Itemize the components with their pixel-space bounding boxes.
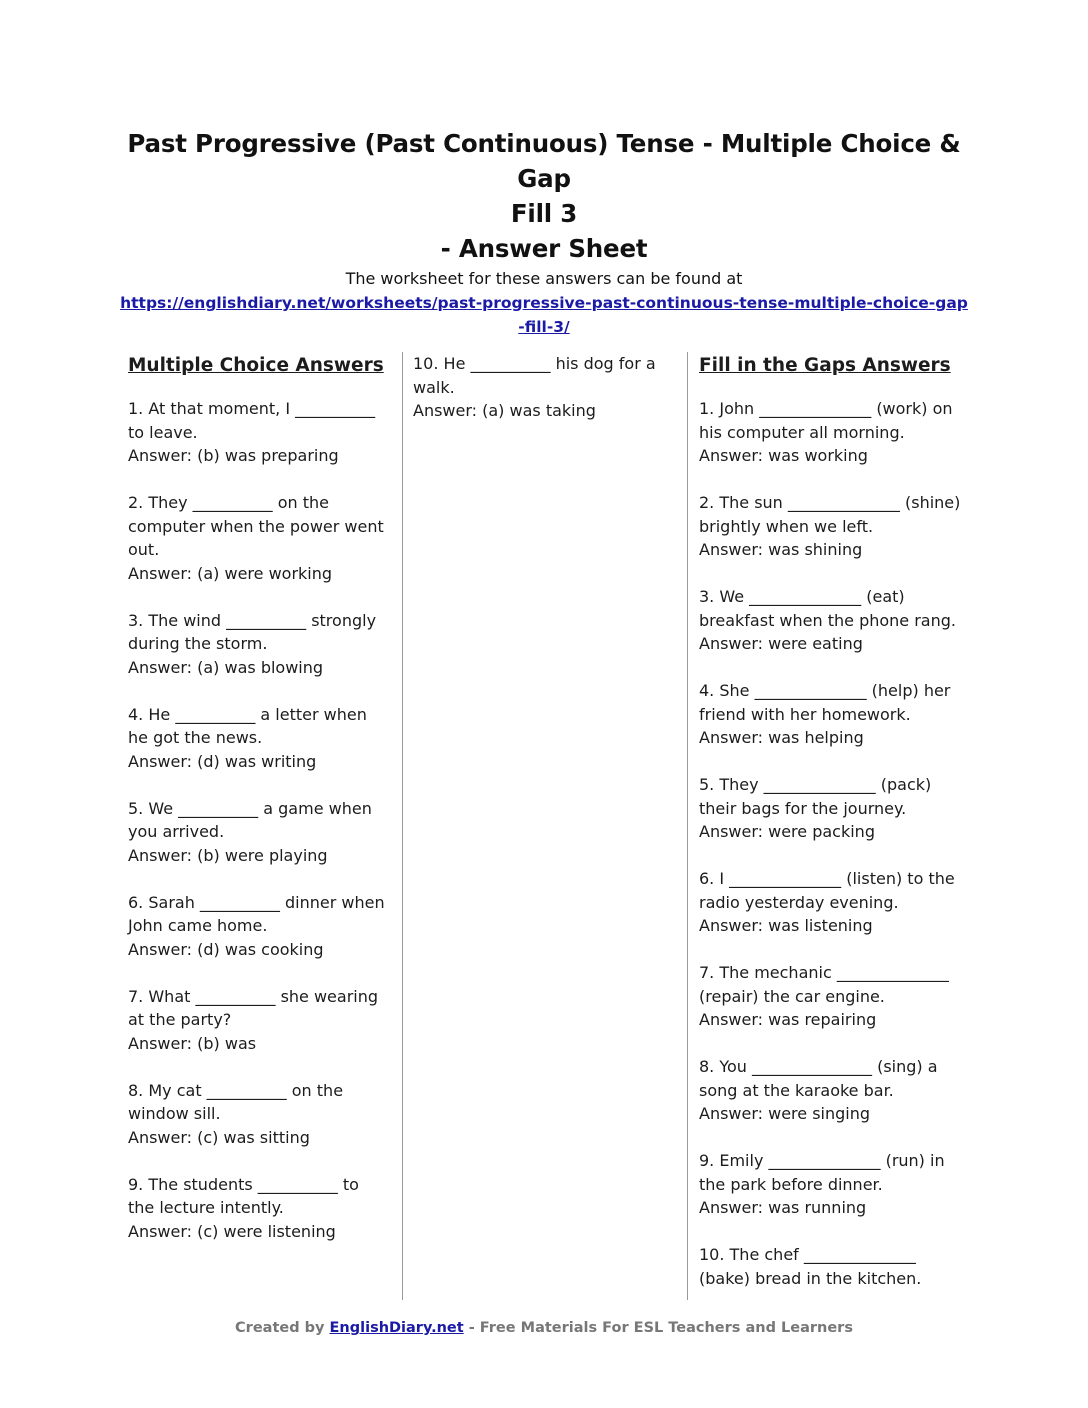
- question-text: 8. My cat __________ on the window sill.: [128, 1080, 344, 1123]
- list-item: [413, 352, 675, 423]
- list-item: [128, 797, 390, 868]
- multiple-choice-column: [128, 352, 390, 1267]
- question-text: 9. The students __________ to the lecture intently.: [128, 1174, 359, 1217]
- list-item: [128, 397, 390, 468]
- answer-text: Answer: (c) was sitting: [128, 1127, 310, 1147]
- title-line-3: - Answer Sheet: [440, 234, 648, 263]
- answer-text: Answer: (b) were playing: [128, 845, 328, 865]
- question-text: 3. The wind __________ strongly during the storm.: [128, 610, 377, 653]
- title-line-1: Past Progressive (Past Continuous) Tense - Multiple Choice & Gap: [127, 129, 961, 193]
- question-text: 9. Emily ______________ (run) in the park before dinner.: [699, 1151, 945, 1194]
- multiple-choice-heading: Multiple Choice Answers: [128, 355, 384, 376]
- answer-text: Answer: (a) was taking: [413, 401, 596, 420]
- list-item: [128, 891, 390, 962]
- intro-text: The worksheet for these answers can be found at: [345, 269, 743, 288]
- list-item: [699, 1149, 961, 1220]
- list-item: [128, 1173, 390, 1244]
- list-item: [128, 985, 390, 1056]
- title-line-2: Fill 3: [510, 199, 578, 228]
- worksheet-link-line-1[interactable]: https://englishdiary.net/worksheets/past-progressive-past-continuous-tense-multiple-choice-gap: [120, 294, 968, 312]
- answer-text: Answer: (a) was blowing: [128, 657, 324, 677]
- question-text: 7. What __________ she wearing at the party?: [128, 986, 379, 1029]
- list-item: [128, 1079, 390, 1150]
- list-item: [699, 773, 961, 844]
- list-item: [699, 679, 961, 750]
- question-text: 6. Sarah __________ dinner when John came home.: [128, 892, 385, 935]
- question-text: 8. You _______________ (sing) a song at the karaoke bar.: [699, 1057, 938, 1100]
- footer-prefix: Created by: [235, 1320, 330, 1336]
- answer-text: Answer: (d) was writing: [128, 751, 317, 771]
- answer-text: Answer: (b) was preparing: [128, 446, 339, 465]
- worksheet-link-line-2[interactable]: -fill-3/: [518, 318, 570, 336]
- page-footer: [0, 1320, 1088, 1336]
- list-item: [699, 1055, 961, 1126]
- question-text: 10. The chef ______________ (bake) bread in the kitchen.: [699, 1245, 922, 1288]
- answer-text: Answer: (d) was cooking: [128, 939, 324, 959]
- answer-text: Answer: was helping: [699, 728, 864, 747]
- answer-text: Answer: were eating: [699, 634, 863, 653]
- fill-gaps-heading: Fill in the Gaps Answers: [699, 355, 951, 376]
- question-text: 7. The mechanic ______________ (repair) the car engine.: [699, 963, 949, 1006]
- list-item: [128, 609, 390, 680]
- column-divider: [402, 352, 403, 1300]
- page-title: [120, 126, 968, 266]
- question-text: 4. He __________ a letter when he got the news.: [128, 704, 367, 747]
- question-text: 5. They ______________ (pack) their bags for the journey.: [699, 775, 932, 818]
- answer-text: Answer: (a) were working: [128, 563, 333, 583]
- list-item: [699, 961, 961, 1032]
- list-item: [128, 491, 390, 585]
- multiple-choice-column-continued: [413, 352, 675, 446]
- question-text: 10. He __________ his dog for a walk.: [413, 354, 656, 397]
- question-text: 2. The sun ______________ (shine) brightly when we left.: [699, 493, 961, 536]
- fill-gaps-column: [699, 352, 961, 1314]
- answer-text: Answer: (c) were listening: [128, 1221, 336, 1241]
- answer-text: Answer: were packing: [699, 822, 875, 841]
- list-item: [128, 703, 390, 774]
- list-item: [699, 1243, 961, 1290]
- question-text: 6. I ______________ (listen) to the radio yesterday evening.: [699, 869, 955, 912]
- list-item: [699, 397, 961, 468]
- answer-text: Answer: was repairing: [699, 1010, 877, 1029]
- list-item: [699, 491, 961, 562]
- answer-text: Answer: was listening: [699, 916, 873, 935]
- footer-link[interactable]: EnglishDiary.net: [329, 1320, 464, 1336]
- worksheet-link[interactable]: [120, 291, 968, 339]
- answer-text: Answer: was shining: [699, 540, 863, 559]
- question-text: 1. John ______________ (work) on his computer all morning.: [699, 399, 953, 442]
- answer-text: Answer: was running: [699, 1198, 867, 1217]
- page-header: [120, 126, 968, 339]
- question-text: 3. We ______________ (eat) breakfast when the phone rang.: [699, 587, 956, 630]
- question-text: 5. We __________ a game when you arrived.: [128, 798, 372, 841]
- answer-text: Answer: (b) was: [128, 1033, 257, 1053]
- list-item: [699, 867, 961, 938]
- answer-text: Answer: were singing: [699, 1104, 871, 1123]
- column-divider: [687, 352, 688, 1300]
- question-text: 1. At that moment, I __________ to leave.: [128, 399, 376, 442]
- question-text: 4. She ______________ (help) her friend with her homework.: [699, 681, 951, 724]
- answer-text: Answer: was working: [699, 446, 868, 465]
- list-item: [699, 585, 961, 656]
- footer-suffix: - Free Materials For ESL Teachers and Learners: [463, 1320, 853, 1336]
- question-text: 2. They __________ on the computer when the power went out.: [128, 493, 384, 559]
